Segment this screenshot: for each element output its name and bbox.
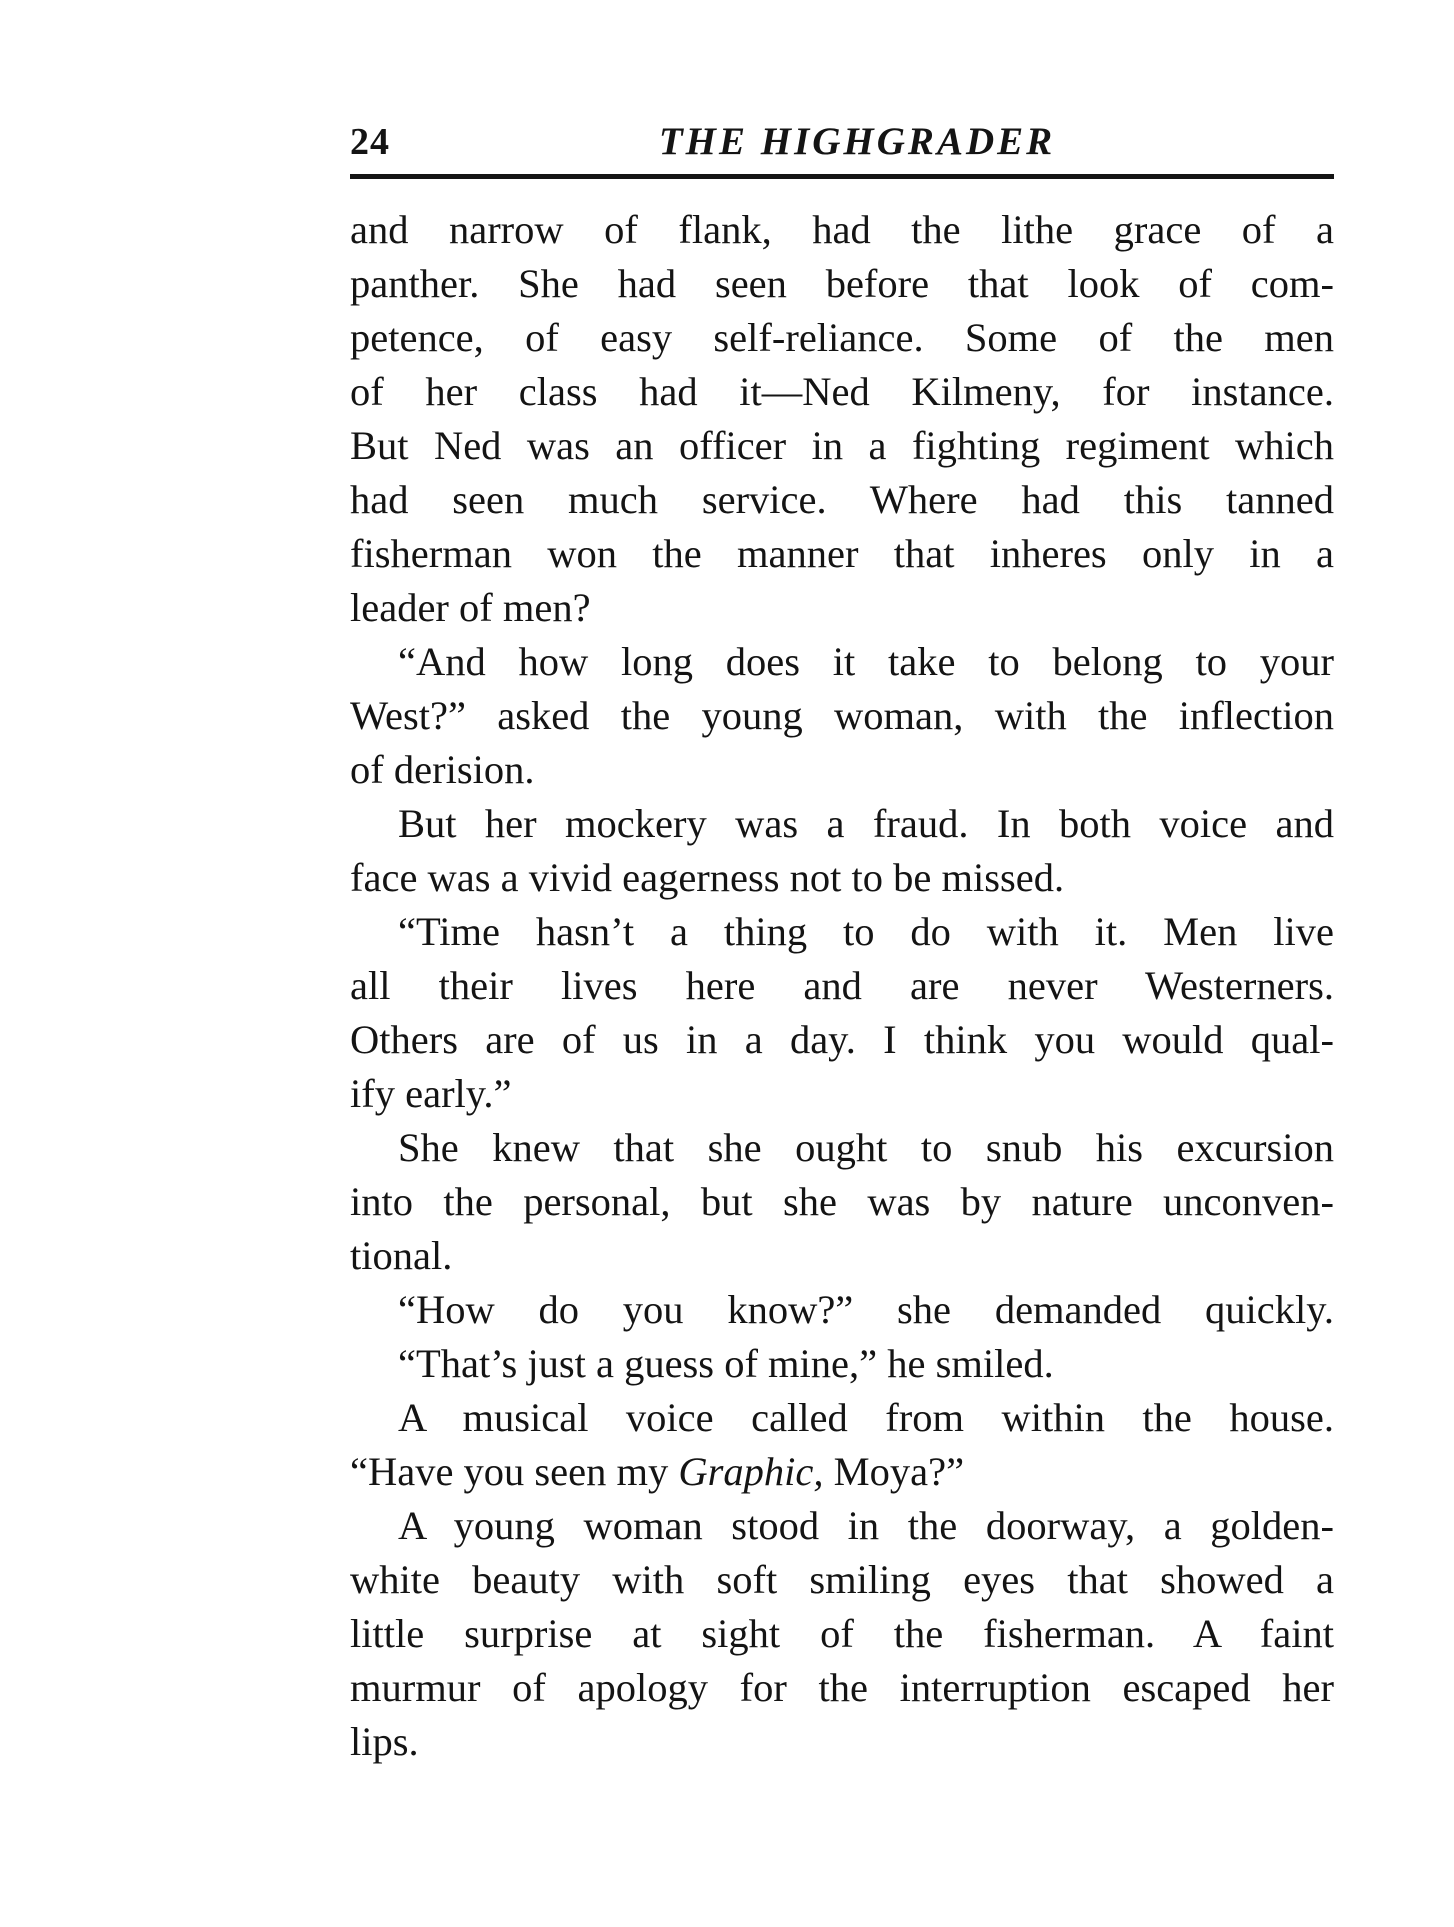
text-line: murmur of apology for the interruption escaped her (350, 1665, 1334, 1710)
text-line: She knew that she ought to snub his excursion (398, 1125, 1334, 1170)
header-rule (350, 174, 1334, 179)
page-number: 24 (350, 121, 390, 163)
text-line: into the personal, but she was by nature unconven- (350, 1179, 1334, 1224)
text-line: But Ned was an officer in a fighting regiment which (350, 423, 1334, 468)
running-head (350, 118, 1334, 174)
body-text (350, 203, 1334, 1769)
text-line: fisherman won the manner that inheres only in a (350, 531, 1334, 576)
text-line: “Time hasn’t a thing to do with it. Men live (398, 909, 1334, 954)
text-line: lips. (350, 1719, 419, 1764)
text-line: A musical voice called from within the house. (398, 1395, 1334, 1440)
text-line: had seen much service. Where had this tanned (350, 477, 1334, 522)
italic-title-graphic: Graphic, (678, 1449, 824, 1494)
text-line: But her mockery was a fraud. In both voice and (398, 801, 1334, 846)
text-line: “And how long does it take to belong to your (398, 639, 1334, 684)
text-segment: “Have you seen my (350, 1449, 679, 1494)
text-line: white beauty with soft smiling eyes that showed a (350, 1557, 1334, 1602)
text-line: panther. She had seen before that look of com- (350, 261, 1334, 306)
text-line: of derision. (350, 747, 535, 792)
text-line-with-italic (350, 1445, 1334, 1499)
text-line: of her class had it—Ned Kilmeny, for instance. (350, 369, 1334, 414)
text-line: tional. (350, 1233, 453, 1278)
text-line: little surprise at sight of the fisherman. A faint (350, 1611, 1334, 1656)
text-line: ify early.” (350, 1071, 512, 1116)
text-line: “That’s just a guess of mine,” he smiled. (398, 1341, 1054, 1386)
text-line: leader of men? (350, 585, 591, 630)
text-segment: Moya?” (823, 1449, 965, 1494)
text-line: face was a vivid eagerness not to be missed. (350, 855, 1065, 900)
text-line: A young woman stood in the doorway, a golden- (398, 1503, 1334, 1548)
book-page (350, 118, 1334, 1769)
text-line: petence, of easy self-reliance. Some of the men (350, 315, 1334, 360)
text-line: West?” asked the young woman, with the inflection (350, 693, 1334, 738)
text-line: Others are of us in a day. I think you would qual- (350, 1017, 1334, 1062)
text-line: “How do you know?” she demanded quickly. (398, 1287, 1334, 1332)
text-line: and narrow of flank, had the lithe grace of a (350, 207, 1334, 252)
text-line: all their lives here and are never Westerners. (350, 963, 1334, 1008)
running-title: THE HIGHGRADER (658, 120, 1056, 163)
